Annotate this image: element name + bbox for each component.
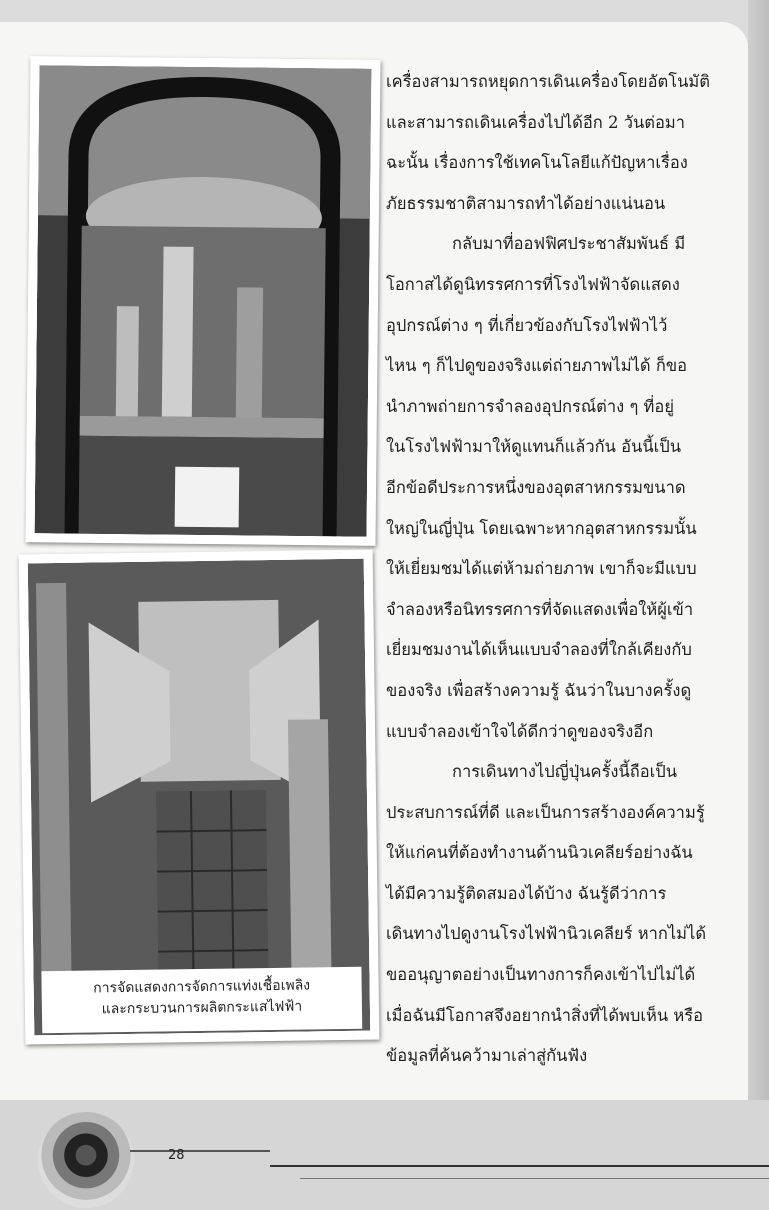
photo-caption: [41, 967, 362, 1033]
text-line: ของจริง เพื่อสร้างความรู้ ฉันว่าในบางครั้งดู: [386, 680, 692, 700]
text-line: ขออนุญาตอย่างเป็นทางการก็คงเข้าไปไม่ได้: [386, 965, 696, 985]
text-line: จำลองหรือนิทรรศการที่จัดแสดงเพื่อให้ผู้เข้า: [386, 599, 694, 619]
text-line: เดินทางไปดูงานโรงไฟฟ้านิวเคลียร์ หากไม่ได้: [386, 924, 707, 944]
footer-rule: [270, 1165, 769, 1167]
text-line: ข้อมูลที่ค้นคว้ามาเล่าสู่กันฟัง: [386, 1046, 588, 1066]
text-line: ได้มีความรู้ติดสมองได้บ้าง ฉันรู้ดีว่าการ: [386, 883, 667, 903]
fuel-handling-image: [28, 559, 371, 1036]
footer-rule: [130, 1150, 270, 1152]
text-line: ในโรงไฟฟ้ามาให้ดูแทนก็แล้วกัน อันนี้เป็น: [386, 437, 682, 457]
text-line: ประสบการณ์ที่ดี และเป็นการสร้างองค์ความรู้: [386, 802, 705, 822]
text-line: เยี่ยมชมงานได้เห็นแบบจำลองที่ใกล้เคียงกับ: [386, 640, 692, 660]
eye-logo-icon: [38, 1112, 134, 1208]
paragraph-start-line: การเดินทางไปญี่ปุ่นครั้งนี้ถือเป็น: [452, 762, 678, 782]
text-line: ฉะนั้น เรื่องการใช้เทคโนโลยีแก้ปัญหาเรื่อง: [386, 153, 688, 173]
page-edge: [748, 0, 769, 1210]
text-line: เครื่องสามารถหยุดการเดินเครื่องโดยอัตโนมัติ: [386, 72, 710, 91]
text-line: และสามารถเดินเครื่องไปได้อีก 2 วันต่อมา: [386, 112, 686, 132]
text-line: อุปกรณ์ต่าง ๆ ที่เกี่ยวข้องกับโรงไฟฟ้าไว้: [386, 315, 668, 335]
article-text: [386, 62, 726, 1077]
caption-line-2: และกระบวนการผลิตกระแสไฟฟ้า: [101, 998, 303, 1018]
text-line: ให้เยี่ยมชมได้แต่ห้ามถ่ายภาพ เขาก็จะมีแบบ: [386, 559, 697, 579]
paragraph-start-line: กลับมาที่ออฟฟิศประชาสัมพันธ์ มี: [452, 234, 686, 254]
page-number: 28: [168, 1148, 185, 1163]
text-line: เมื่อฉันมีโอกาสจึงอยากนำสิ่งที่ได้พบเห็น หรือ: [386, 1005, 704, 1025]
photo-reactor-model: [25, 56, 380, 546]
text-line: ไหน ๆ ก็ไปดูของจริงแต่ถ่ายภาพไม่ได้ ก็ขอ: [386, 356, 688, 376]
footer-rule: [300, 1178, 769, 1179]
photo-fuel-handling-model: [19, 550, 380, 1045]
caption-line-1: การจัดแสดงการจัดการแท่งเชื้อเพลิง: [93, 977, 311, 997]
text-line: นำภาพถ่ายการจำลองอุปกรณ์ต่าง ๆ ที่อยู่: [386, 396, 675, 416]
text-line: ให้แก่คนที่ต้องทำงานด้านนิวเคลียร์อย่างฉัน: [386, 843, 693, 863]
text-line: อีกข้อดีประการหนึ่งของอุตสาหกรรมขนาด: [386, 477, 686, 497]
text-line: ภัยธรรมชาติสามารถทำได้อย่างแน่นอน: [386, 193, 666, 213]
text-line: โอกาสได้ดูนิทรรศการที่โรงไฟฟ้าจัดแสดง: [386, 274, 680, 294]
text-line: แบบจำลองเข้าใจได้ดีกว่าดูของจริงอีก: [386, 721, 654, 741]
text-line: ใหญ่ในญี่ปุ่น โดยเฉพาะหากอุตสาหกรรมนั้น: [386, 518, 697, 538]
reactor-model-image: [35, 65, 372, 536]
